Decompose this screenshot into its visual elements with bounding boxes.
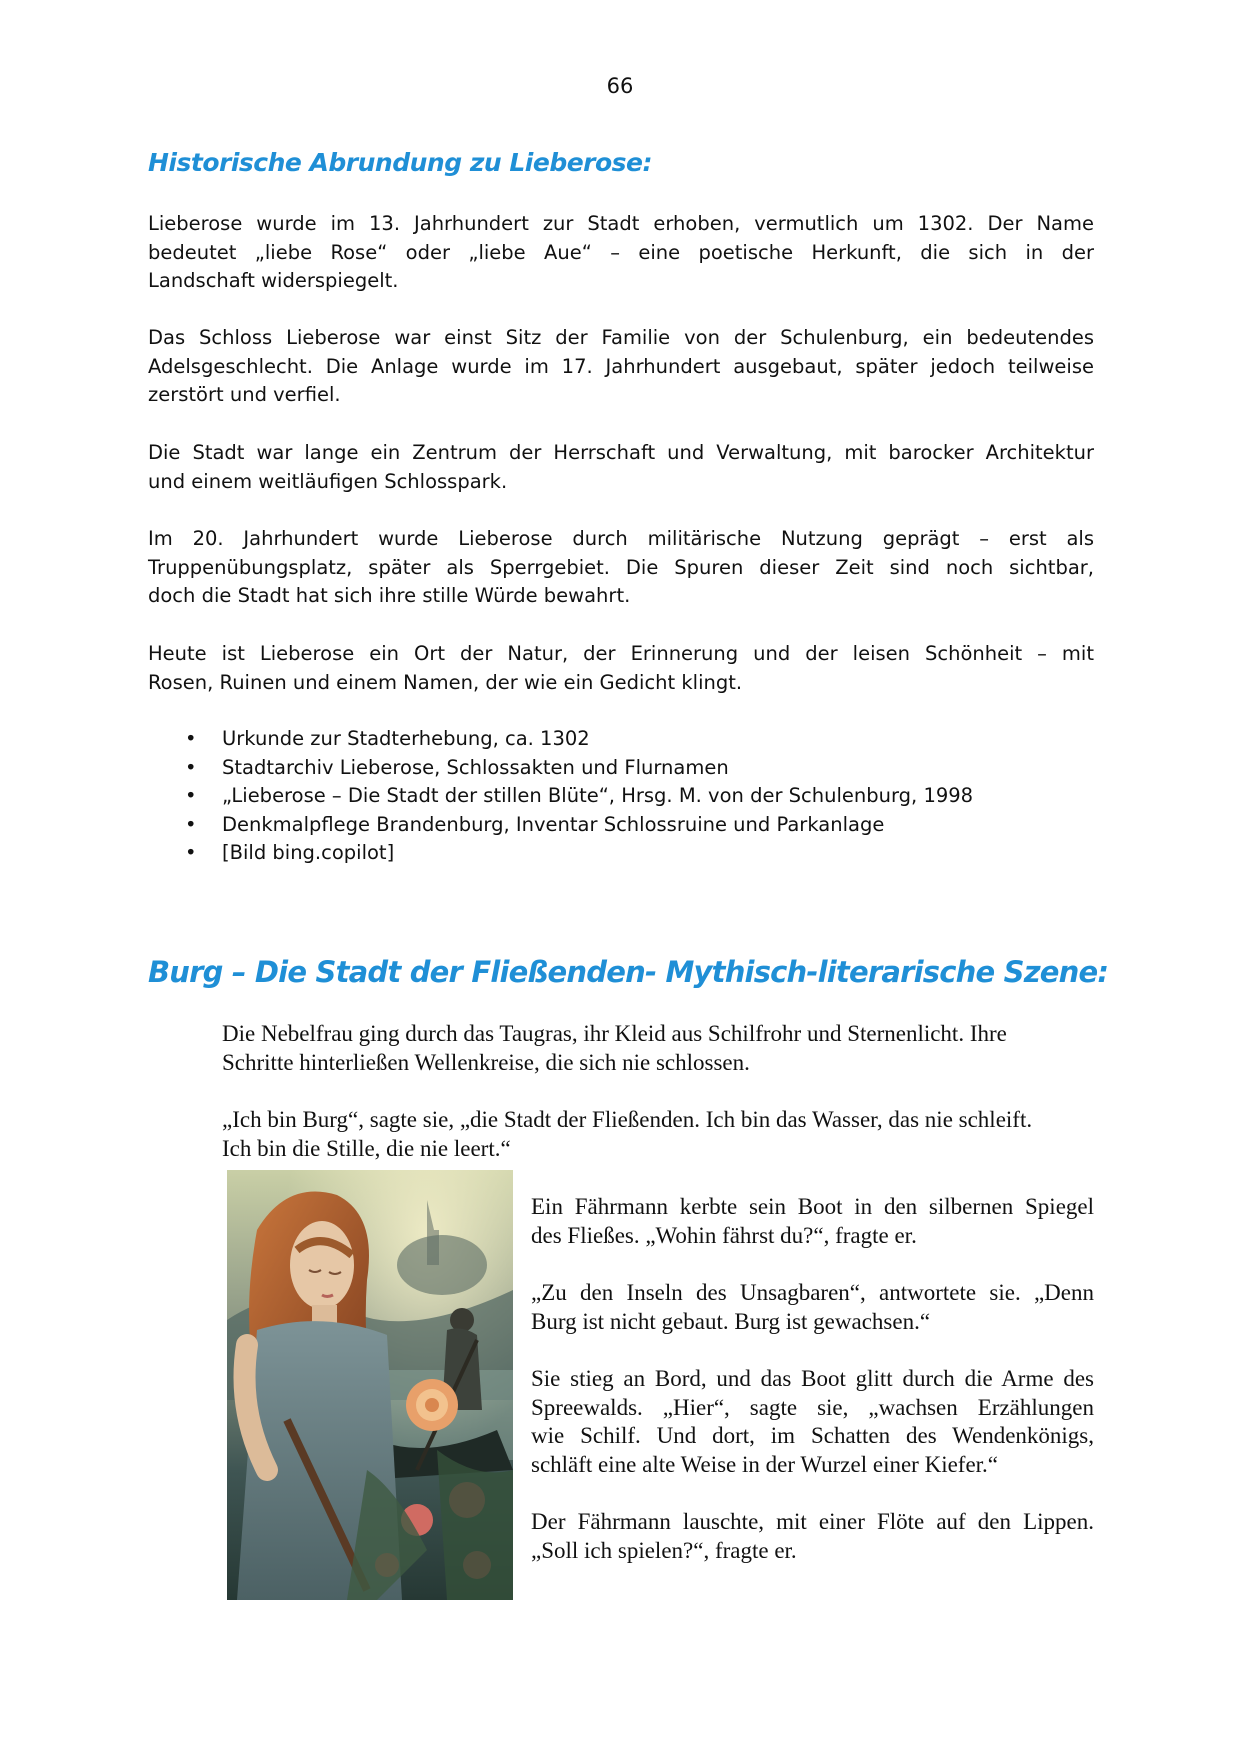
text-line: Ich bin die Stille, die nie leert.“ bbox=[222, 1135, 511, 1161]
text-line: zerstört und verfiel. bbox=[148, 383, 341, 406]
list-item bbox=[148, 725, 1094, 754]
text-line: Truppenübungsplatz, später als Sperrgebiet. Die Spuren dieser Zeit sind noch sichtbar, bbox=[148, 555, 1094, 579]
list-item bbox=[148, 754, 1094, 783]
story-paragraph-spreewald bbox=[531, 1365, 1094, 1479]
source-text: „Lieberose – Die Stadt der stillen Blüte“, Hrsg. M. von der Schulenburg, 1998 bbox=[222, 784, 974, 807]
bullet-icon: • bbox=[185, 727, 197, 750]
text-line: „Soll ich spielen?“, fragte er. bbox=[531, 1537, 797, 1563]
section-heading-burg: Burg – Die Stadt der Fließenden- Mythisch-literarische Szene: bbox=[148, 955, 1109, 989]
paragraph-20-jahrhundert bbox=[148, 525, 1094, 611]
text-line: Adelsgeschlecht. Die Anlage wurde im 17. Jahrhundert ausgebaut, später jedoch teilweise bbox=[148, 354, 1094, 378]
text-line: Das Schloss Lieberose war einst Sitz der Familie von der Schulenburg, ein bedeutendes bbox=[148, 326, 1094, 349]
text-line: Ein Fährmann kerbte sein Boot in den silbernen Spiegel bbox=[531, 1194, 1094, 1219]
bullet-icon: • bbox=[185, 812, 197, 836]
paragraph-schloss bbox=[148, 324, 1094, 410]
text-line: Sie stieg an Bord, und das Boot glitt durch die Arme des bbox=[531, 1366, 1094, 1391]
text-line: Der Fährmann lauschte, mit einer Flöte auf den Lippen. bbox=[531, 1509, 1094, 1534]
bullet-icon: • bbox=[185, 755, 197, 779]
story-paragraph-nebelfrau bbox=[222, 1020, 1094, 1077]
text-line: bedeutet „liebe Rose“ oder „liebe Aue“ – eine poetische Herkunft, die sich in der bbox=[148, 240, 1094, 264]
text-line: doch die Stadt hat sich ihre stille Würde bewahrt. bbox=[148, 584, 631, 607]
text-line: „Ich bin Burg“, sagte sie, „die Stadt der Fließenden. Ich bin das Wasser, das nie schleift. bbox=[222, 1107, 1033, 1132]
text-line: Landschaft widerspiegelt. bbox=[148, 269, 399, 292]
text-line: Die Stadt war lange ein Zentrum der Herrschaft und Verwaltung, mit barocker Architektur bbox=[148, 441, 1094, 464]
text-line: und einem weitläufigen Schlosspark. bbox=[148, 469, 508, 493]
paragraph-herrschaft bbox=[148, 439, 1094, 496]
text-line: Die Nebelfrau ging durch das Taugras, ihr Kleid aus Schilfrohr und Sternenlicht. Ihre bbox=[222, 1021, 1007, 1046]
story-paragraph-ich-bin-burg bbox=[222, 1106, 1094, 1163]
sources-list bbox=[148, 725, 1094, 868]
text-line: schläft eine alte Weise in der Wurzel einer Kiefer.“ bbox=[531, 1451, 999, 1477]
paragraph-heute bbox=[148, 640, 1094, 697]
text-line: Lieberose wurde im 13. Jahrhundert zur Stadt erhoben, vermutlich um 1302. Der Name bbox=[148, 212, 1094, 235]
list-item bbox=[148, 839, 1094, 868]
text-line: wie Schilf. Und dort, im Schatten des Wendenkönigs, bbox=[531, 1423, 1094, 1448]
painting-svg bbox=[227, 1170, 513, 1600]
section-heading-lieberose: Historische Abrundung zu Lieberose: bbox=[148, 148, 653, 177]
text-line: Burg ist nicht gebaut. Burg ist gewachsen.“ bbox=[531, 1308, 931, 1334]
paragraph-stadterhebung bbox=[148, 210, 1094, 296]
text-line: Schritte hinterließen Wellenkreise, die sich nie schlossen. bbox=[222, 1049, 750, 1075]
text-line: Heute ist Lieberose ein Ort der Natur, der Erinnerung und der leisen Schönheit – mit bbox=[148, 642, 1094, 665]
text-line: Im 20. Jahrhundert wurde Lieberose durch militärische Nutzung geprägt – erst als bbox=[148, 527, 1094, 550]
page-number: 66 bbox=[606, 74, 634, 98]
story-paragraph-floete bbox=[531, 1508, 1094, 1565]
bullet-icon: • bbox=[185, 841, 197, 864]
text-line: Spreewalds. „Hier“, sagte sie, „wachsen Erzählungen bbox=[531, 1394, 1094, 1420]
list-item bbox=[148, 782, 1094, 811]
text-line: Rosen, Ruinen und einem Namen, der wie ein Gedicht klingt. bbox=[148, 670, 743, 694]
painting-image bbox=[227, 1170, 513, 1600]
story-paragraph-inseln bbox=[531, 1279, 1094, 1336]
list-item bbox=[148, 811, 1094, 840]
source-text: Urkunde zur Stadterhebung, ca. 1302 bbox=[222, 727, 590, 750]
source-text: [Bild bing.copilot] bbox=[222, 841, 395, 864]
source-text: Denkmalpflege Brandenburg, Inventar Schlossruine und Parkanlage bbox=[222, 812, 885, 836]
text-line: „Zu den Inseln des Unsagbaren“, antwortete sie. „Denn bbox=[531, 1280, 1094, 1305]
source-text: Stadtarchiv Lieberose, Schlossakten und Flurnamen bbox=[222, 755, 729, 779]
story-paragraph-faehrmann bbox=[531, 1193, 1094, 1250]
bullet-icon: • bbox=[185, 784, 197, 807]
text-line: des Fließes. „Wohin fährst du?“, fragte er. bbox=[531, 1222, 917, 1248]
